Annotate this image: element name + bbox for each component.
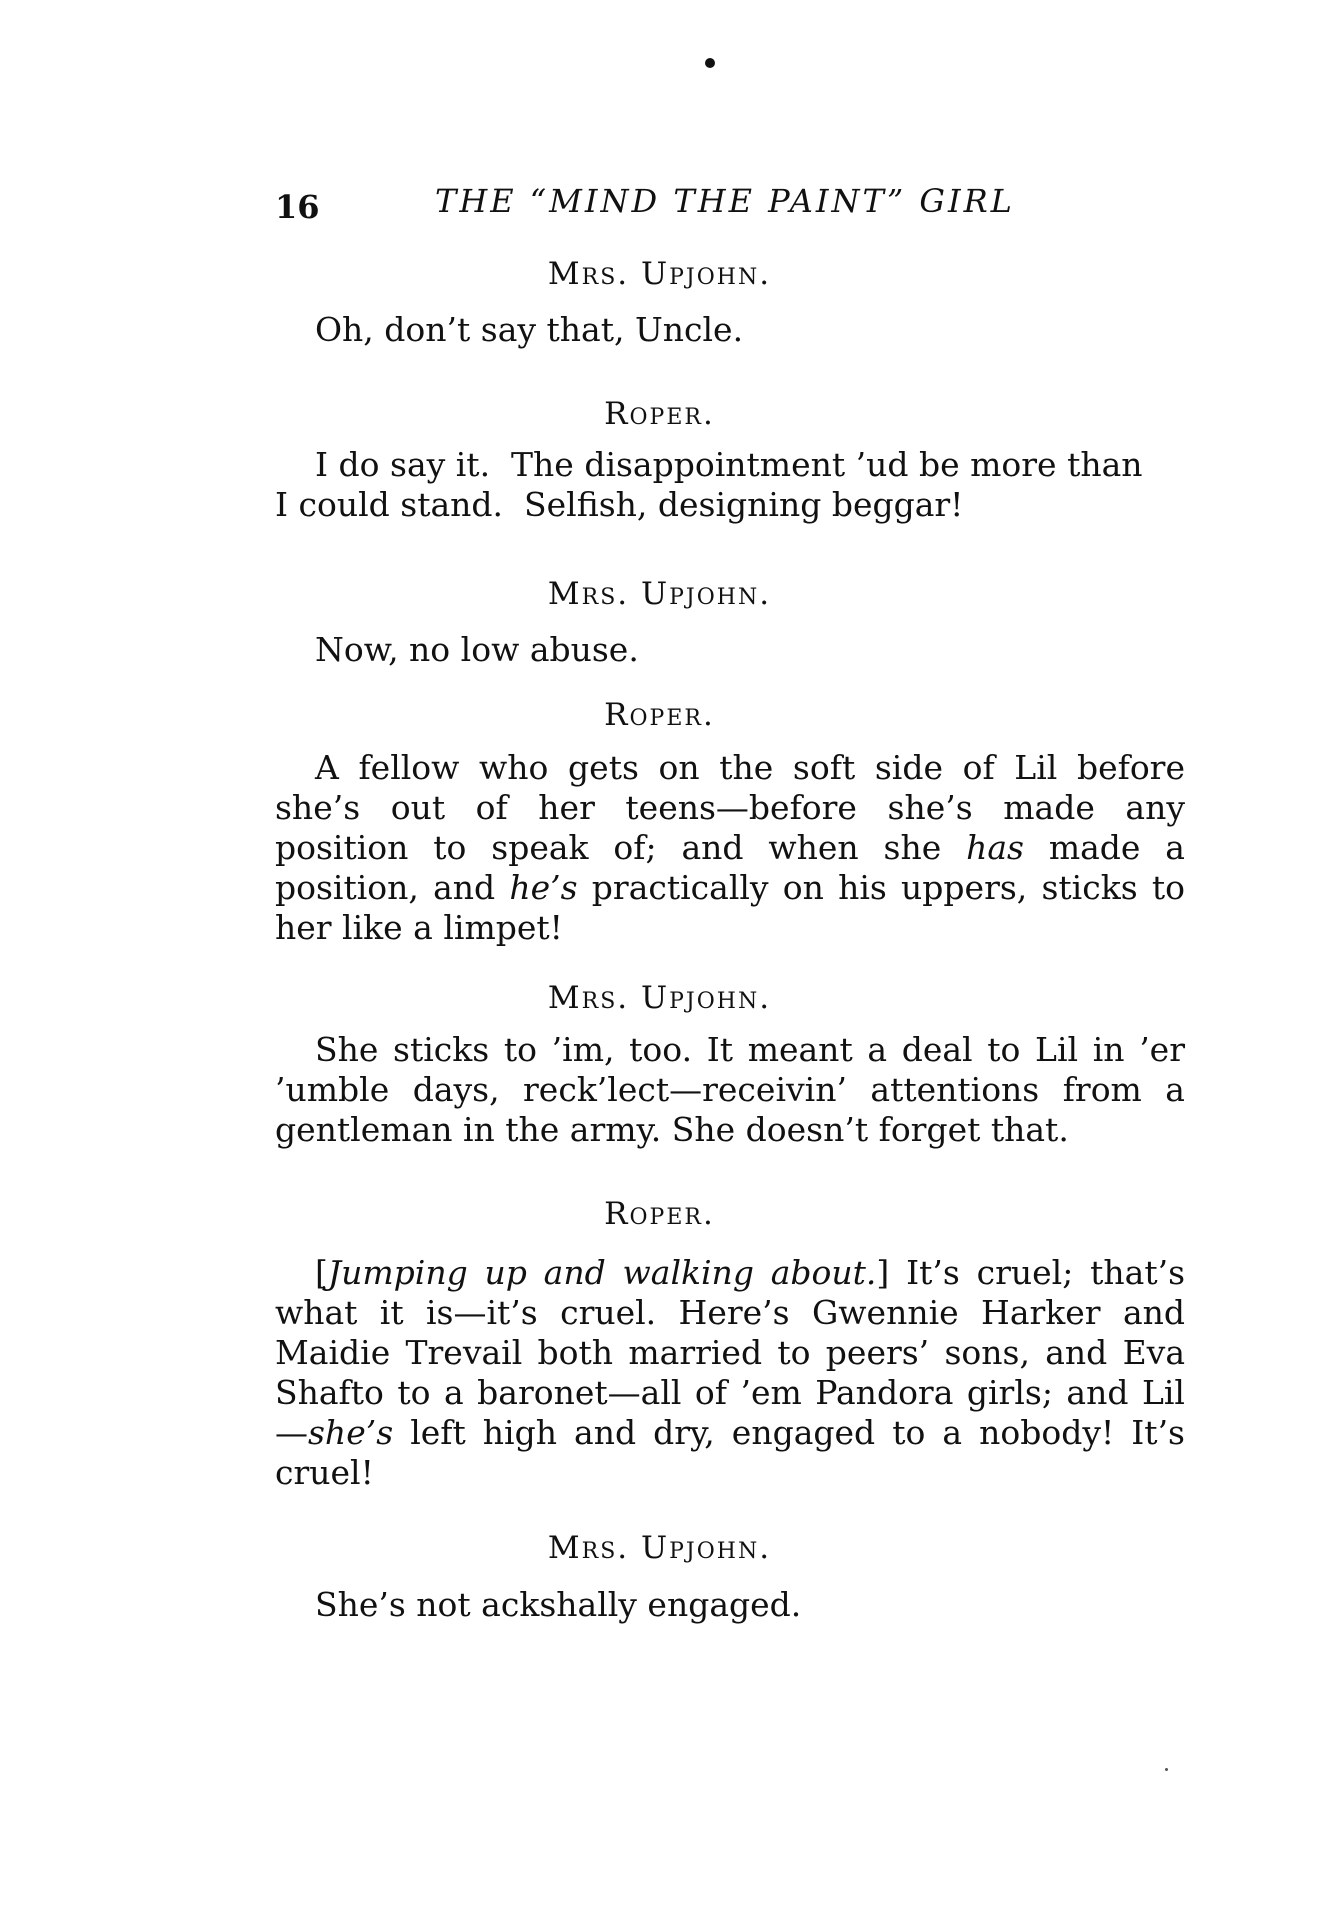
speaker-name: Mrs. Upjohn. [547, 576, 772, 612]
dialogue-text-line: She’s not ackshally engaged. [315, 1585, 802, 1624]
speaker-name: Mrs. Upjohn. [547, 256, 772, 292]
dialogue-block [275, 445, 1185, 525]
page-header [275, 182, 1035, 232]
dialogue-paragraph: A fellow who gets on the soft side of Lil before she’s out of her teens—before she’s made any position to speak of; and when she has made a position, and he’s practically on his uppers, sticks to her like a limpet! [275, 748, 1185, 947]
top-ink-dot [705, 58, 715, 68]
dialogue-line [275, 1585, 1185, 1625]
speaker-name: Roper. [604, 1196, 715, 1232]
dialogue-text-line: Now, no low abuse. [315, 630, 639, 669]
dialogue-text-line: I could stand. Selfish, designing beggar! [275, 485, 964, 524]
dialogue-text-line: Oh, don’t say that, Uncle. [315, 310, 744, 349]
stage-direction: Jumping up and walking about. [327, 1253, 877, 1292]
ink-speck [1165, 1768, 1168, 1771]
speaker-name: Mrs. Upjohn. [547, 1530, 772, 1566]
speaker-name: Roper. [604, 697, 715, 733]
dialogue-paragraph: She sticks to ’im, too. It meant a deal to Lil in ’er ’umble days, reck’lect—receivin’ attentions from a gentleman in the army. She doesn’t forget that. [275, 1030, 1185, 1149]
dialogue-paragraph: [Jumping up and walking about.] It’s cruel; that’s what it is—it’s cruel. Here’s Gwennie Harker and Maidie Trevail both married to peers’ sons, and Eva Shafto to a baronet—all of ’em Pandora girls; and Lil—she’s left high and dry, engaged to a nobody! It’s cruel! [275, 1253, 1186, 1492]
speaker-name: Mrs. Upjohn. [547, 980, 772, 1016]
dialogue-line [275, 630, 1185, 670]
speaker-name: Roper. [604, 396, 715, 432]
dialogue-line [275, 310, 1185, 350]
running-title: THE “MIND THE PAINT” GIRL [435, 182, 1015, 220]
page-number: 16 [275, 188, 320, 226]
dialogue-text-line: I do say it. The disappointment ’ud be more than [315, 445, 1143, 484]
